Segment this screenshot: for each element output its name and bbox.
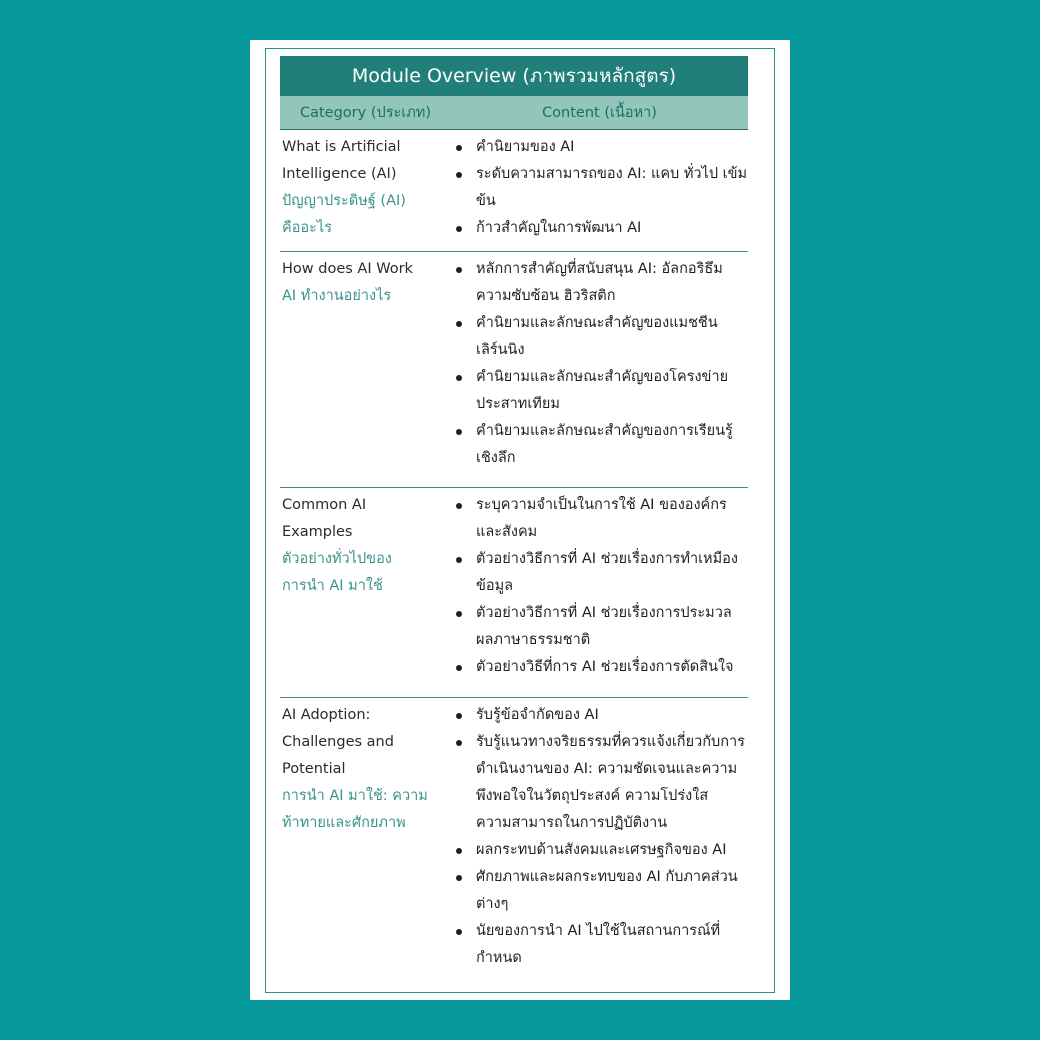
content-item: คำนิยามและลักษณะสำคัญของโครงข่ายประสาทเทียม (451, 364, 748, 418)
content-item: ก้าวสำคัญในการพัฒนา AI (451, 215, 748, 242)
category-thai: AI ทำงานอย่างไร (282, 288, 392, 304)
content-item: ศักยภาพและผลกระทบของ AI กับภาคส่วนต่างๆ (451, 864, 748, 918)
category-english: Common AI Examples (282, 497, 367, 540)
category-english: What is Artificial Intelligence (AI) (282, 139, 401, 182)
category-cell (280, 488, 451, 697)
module-overview-card (250, 40, 790, 1000)
category-english: How does AI Work (282, 261, 413, 277)
content-item: รับรู้แนวทางจริยธรรมที่ควรแจ้งเกี่ยวกับการดำเนินงานของ AI: ความชัดเจนและความพึงพอใจในวัตถุประสงค์ ความโปร่งใส ความสามารถในการปฏิบัติงาน (451, 729, 748, 837)
content-item: นัยของการนำ AI ไปใช้ในสถานการณ์ที่กำหนด (451, 918, 748, 972)
category-header: Category (ประเภท) (299, 105, 431, 121)
content-item: ตัวอย่างวิธีที่การ AI ช่วยเรื่องการตัดสินใจ (451, 654, 748, 681)
content-cell (451, 130, 748, 251)
table-row (280, 130, 748, 252)
content-item: คำนิยามและลักษณะสำคัญของการเรียนรู้เชิงลึก (451, 418, 748, 472)
content-item: ตัวอย่างวิธีการที่ AI ช่วยเรื่องการประมวลผลภาษาธรรมชาติ (451, 600, 748, 654)
content-item: รับรู้ข้อจำกัดของ AI (451, 702, 748, 729)
content-cell (451, 488, 748, 697)
content-item: ระดับความสามารถของ AI: แคบ ทั่วไป เข้มข้น (451, 161, 748, 215)
module-overview-table (280, 56, 748, 978)
content-item: ตัวอย่างวิธีการที่ AI ช่วยเรื่องการทำเหมืองข้อมูล (451, 546, 748, 600)
content-item: คำนิยามของ AI (451, 134, 748, 161)
category-cell (280, 130, 451, 251)
category-cell (280, 698, 451, 978)
table-row (280, 488, 748, 698)
table-row (280, 698, 748, 978)
table-row (280, 252, 748, 488)
content-item: คำนิยามและลักษณะสำคัญของแมชชีนเลิร์นนิง (451, 310, 748, 364)
category-thai: ปัญญาประดิษฐ์ (AI) คืออะไร (282, 193, 406, 236)
content-item: ผลกระทบด้านสังคมและเศรษฐกิจของ AI (451, 837, 748, 864)
content-header: Content (เนื้อหา) (542, 105, 657, 121)
content-cell (451, 252, 748, 487)
content-item: หลักการสำคัญที่สนับสนุน AI: อัลกอริธึม ความซับซ้อน ฮิวริสติก (451, 256, 748, 310)
category-thai: การนำ AI มาใช้: ความท้าทายและศักยภาพ (282, 788, 428, 831)
category-cell (280, 252, 451, 487)
table-title: Module Overview (ภาพรวมหลักสูตร) (280, 56, 748, 96)
content-cell (451, 698, 748, 978)
content-item: ระบุความจำเป็นในการใช้ AI ขององค์กรและสังคม (451, 492, 748, 546)
category-english: AI Adoption: Challenges and Potential (282, 707, 394, 777)
table-header-row (280, 96, 748, 130)
category-thai: ตัวอย่างทั่วไปของการนำ AI มาใช้ (282, 551, 392, 594)
